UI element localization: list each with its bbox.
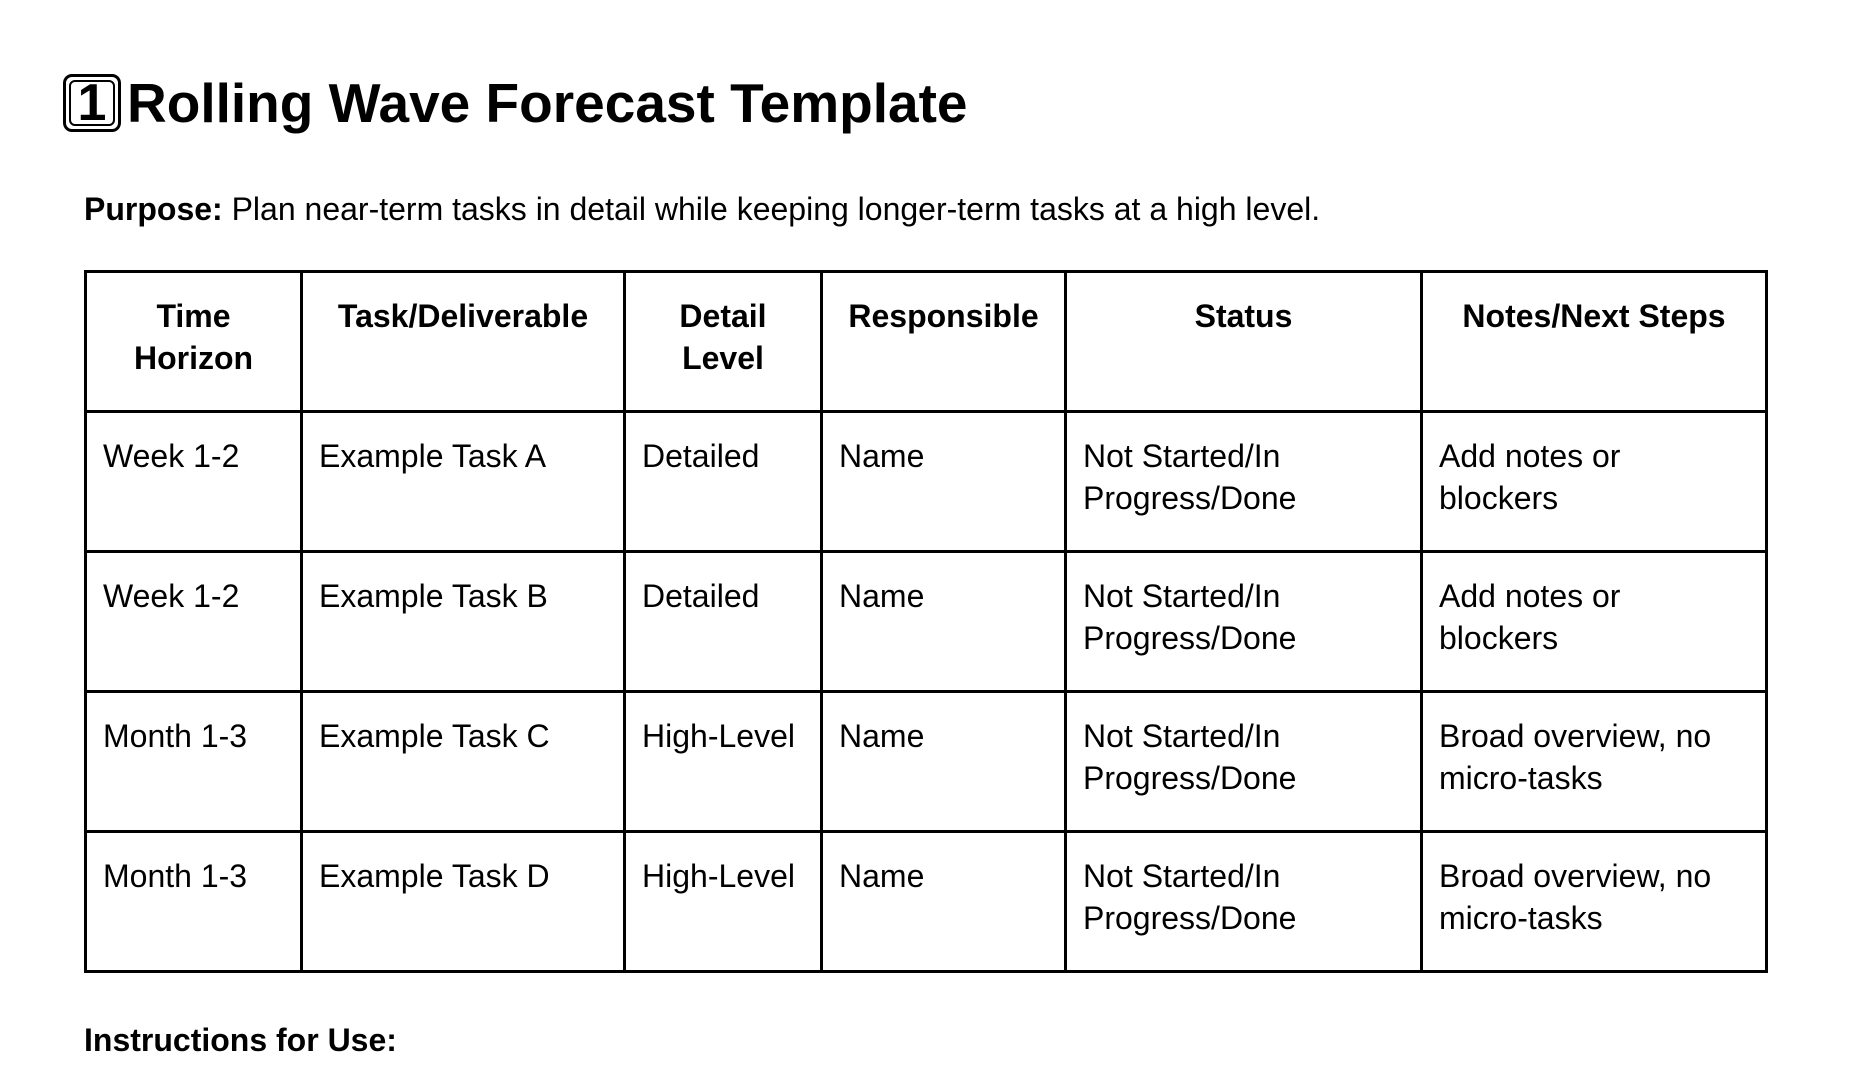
header-time-horizon-line1: Time: [156, 298, 231, 334]
header-task: Task/Deliverable: [302, 272, 625, 412]
table-header-row: [86, 272, 1767, 412]
keycap-digit: 1: [77, 74, 107, 132]
cell-status: [1066, 412, 1422, 552]
purpose-text: Plan near-term tasks in detail while keeping longer-term tasks at a high level.: [222, 191, 1321, 227]
header-detail-line1: Detail: [679, 298, 767, 334]
cell-status-line1: Not Started/In: [1083, 578, 1281, 614]
instructions-heading: Instructions for Use:: [84, 1022, 397, 1058]
purpose-paragraph: [84, 189, 1320, 229]
cell-task: Example Task D: [302, 832, 625, 972]
cell-responsible: Name: [822, 832, 1066, 972]
cell-status-line2: Progress/Done: [1083, 480, 1297, 516]
header-detail-level: [625, 272, 822, 412]
cell-notes: [1422, 552, 1767, 692]
cell-status: [1066, 832, 1422, 972]
table-row: [86, 412, 1767, 552]
cell-status-line2: Progress/Done: [1083, 760, 1297, 796]
title-row: [63, 68, 967, 138]
cell-responsible: Name: [822, 692, 1066, 832]
cell-time-horizon: Week 1-2: [86, 412, 302, 552]
cell-detail-level: Detailed: [625, 412, 822, 552]
header-time-horizon-line2: Horizon: [133, 340, 254, 376]
header-notes: Notes/Next Steps: [1422, 272, 1767, 412]
cell-notes-line1: Broad overview, no: [1439, 718, 1712, 754]
cell-responsible: Name: [822, 412, 1066, 552]
cell-notes-line2: blockers: [1439, 620, 1559, 656]
cell-task: Example Task B: [302, 552, 625, 692]
header-responsible: Responsible: [822, 272, 1066, 412]
cell-notes-line2: blockers: [1439, 480, 1559, 516]
cell-status-line1: Not Started/In: [1083, 438, 1281, 474]
cell-status-line2: Progress/Done: [1083, 900, 1297, 936]
cell-notes: [1422, 412, 1767, 552]
header-status: Status: [1066, 272, 1422, 412]
cell-time-horizon: Month 1-3: [86, 692, 302, 832]
purpose-label: Purpose:: [84, 191, 223, 227]
cell-status-line1: Not Started/In: [1083, 718, 1281, 754]
header-time-horizon: [86, 272, 302, 412]
forecast-table: [84, 270, 1768, 973]
cell-time-horizon: Month 1-3: [86, 832, 302, 972]
cell-time-horizon: Week 1-2: [86, 552, 302, 692]
cell-notes: [1422, 692, 1767, 832]
cell-task: Example Task C: [302, 692, 625, 832]
cell-task: Example Task A: [302, 412, 625, 552]
keycap-one-icon: [63, 74, 121, 132]
cell-notes-line1: Add notes or: [1439, 578, 1621, 614]
table-row: [86, 552, 1767, 692]
cell-notes: [1422, 832, 1767, 972]
page-title: Rolling Wave Forecast Template: [127, 71, 968, 134]
cell-detail-level: High-Level: [625, 692, 822, 832]
table-row: [86, 832, 1767, 972]
cell-status: [1066, 552, 1422, 692]
cell-notes-line1: Add notes or: [1439, 438, 1621, 474]
cell-status-line2: Progress/Done: [1083, 620, 1297, 656]
cell-detail-level: Detailed: [625, 552, 822, 692]
cell-status: [1066, 692, 1422, 832]
cell-status-line1: Not Started/In: [1083, 858, 1281, 894]
cell-detail-level: High-Level: [625, 832, 822, 972]
cell-notes-line2: micro-tasks: [1439, 760, 1603, 796]
header-detail-line2: Level: [682, 340, 764, 376]
cell-responsible: Name: [822, 552, 1066, 692]
cell-notes-line1: Broad overview, no: [1439, 858, 1712, 894]
cell-notes-line2: micro-tasks: [1439, 900, 1603, 936]
table-row: [86, 692, 1767, 832]
